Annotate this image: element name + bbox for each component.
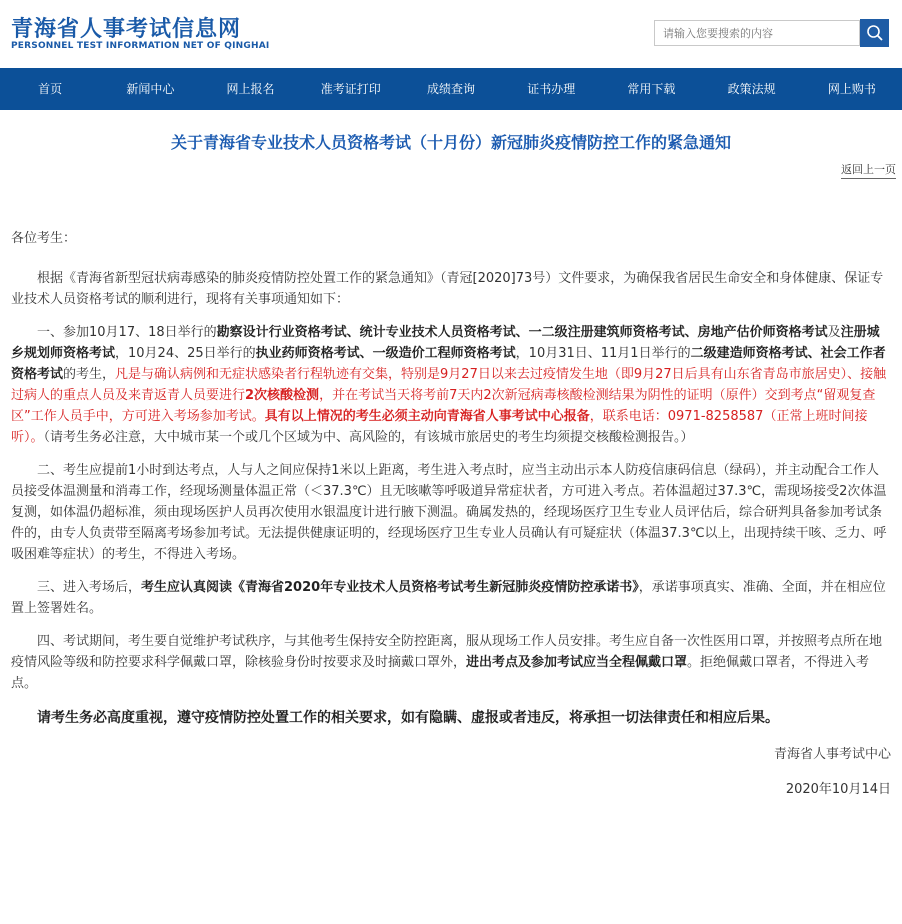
site-logo-cn[interactable]: 青海省人事考试信息网 [11, 17, 242, 42]
nav-home[interactable]: 首页 [38, 82, 63, 96]
paragraph-2: 二、考生应提前1小时到达考点，人与人之间应保持1米以上距离，考生进入考点时，应当主动出示本人防疫信康码信息（绿码），并主动配合工作人员接受体温测量和消毒工作，经现场测量体温正常（＜37.3℃）且无咳嗽等呼吸道异常症状者，方可进入考点。若体温超过37.3℃，需现场接受2次体温复测，如体温仍超标准，须由现场医护人员再次使用水银温度计进行腋下测温。确属发热的，经现场医疗卫生专业人员评估后，综合研判具备参加考试条件的，由专人负责带至隔离考场参加考试。无法提供健康证明的，经现场医疗卫生专业人员确认有可疑症状（体温37.3℃以上，出现持续干咳、乏力、呼吸困难等症状）的考生，不得进入考场。 [11, 463, 887, 562]
nav-registration[interactable]: 网上报名 [226, 82, 275, 96]
site-header [0, 0, 902, 68]
nav-policies[interactable]: 政策法规 [727, 82, 776, 96]
nav-downloads[interactable]: 常用下载 [627, 82, 676, 96]
main-nav [0, 68, 902, 110]
closing-paragraph: 请考生务必高度重视，遵守疫情防控处置工作的相关要求，如有隐瞒、虚报或者违反，将承担一切法律责任和相应后果。 [37, 710, 779, 726]
nav-admission-ticket[interactable]: 准考证打印 [320, 82, 381, 96]
nav-bookstore[interactable]: 网上购书 [827, 82, 876, 96]
article-body [11, 228, 891, 800]
signature: 青海省人事考试中心 [773, 747, 891, 762]
search-input[interactable] [654, 20, 860, 46]
paragraph-3: 三、进入考场后，考生应认真阅读《青海省2020年专业技术人员资格考试考生新冠肺炎疫情防控承诺书》，承诺事项真实、准确、全面，并在相应位置上签署姓名。 [11, 580, 886, 616]
nav-news[interactable]: 新闻中心 [126, 82, 175, 96]
nav-certificate[interactable]: 证书办理 [527, 82, 576, 96]
intro-paragraph: 根据《青海省新型冠状病毒感染的肺炎疫情防控处置工作的紧急通知》（青冠[2020]73号）文件要求，为确保我省居民生命安全和身体健康、保证专业技术人员资格考试的顺利进行，现将有关事项通知如下： [11, 271, 884, 307]
nav-score-query[interactable]: 成绩查询 [426, 82, 475, 96]
back-link[interactable]: 返回上一页 [841, 161, 896, 179]
issue-date: 2020年10月14日 [785, 782, 891, 797]
salutation: 各位考生： [11, 231, 77, 246]
site-logo-en: PERSONNEL TEST INFORMATION NET OF QINGHAI [11, 41, 270, 51]
paragraph-1: 一、参加10月17、18日举行的勘察设计行业资格考试、统计专业技术人员资格考试、一二级注册建筑师资格考试、房地产估价师资格考试及注册城乡规划师资格考试，10月24、25日举行的执业药师资格考试、一级造价工程师资格考试，10月31日、11月1日举行的二级建造师资格考试、社会工作者资格考试的考生，凡是与确认病例和无症状感染者行程轨迹有交集，特别是9月27日以来去过疫情发生地（即9月27日后具有山东省青岛市旅居史）、接触过病人的重点人员及来青返青人员要进行2次核酸检测，并在考试当天将考前7天内2次新冠病毒核酸检测结果为阴性的证明（原件）交到考点“留观复查区”工作人员手中，方可进入考场参加考试。具有以上情况的考生必须主动向青海省人事考试中心报备，联系电话：0971-8258587（正常上班时间接听）。（请考生务必注意，大中城市某一个或几个区域为中、高风险的，有该城市旅居史的考生均须提交核酸检测报告。） [11, 325, 887, 445]
article-title: 关于青海省专业技术人员资格考试（十月份）新冠肺炎疫情防控工作的紧急通知 [170, 133, 731, 152]
search-icon [866, 24, 884, 42]
search-button[interactable] [860, 19, 889, 47]
paragraph-4: 四、考试期间，考生要自觉维护考试秩序，与其他考生保持安全防控距离，服从现场工作人员安排。考生应自备一次性医用口罩，并按照考点所在地疫情风险等级和防控要求科学佩戴口罩，除核验身份时按要求及时摘戴口罩外，进出考点及参加考试应当全程佩戴口罩。拒绝佩戴口罩者，不得进入考点。 [11, 634, 883, 691]
